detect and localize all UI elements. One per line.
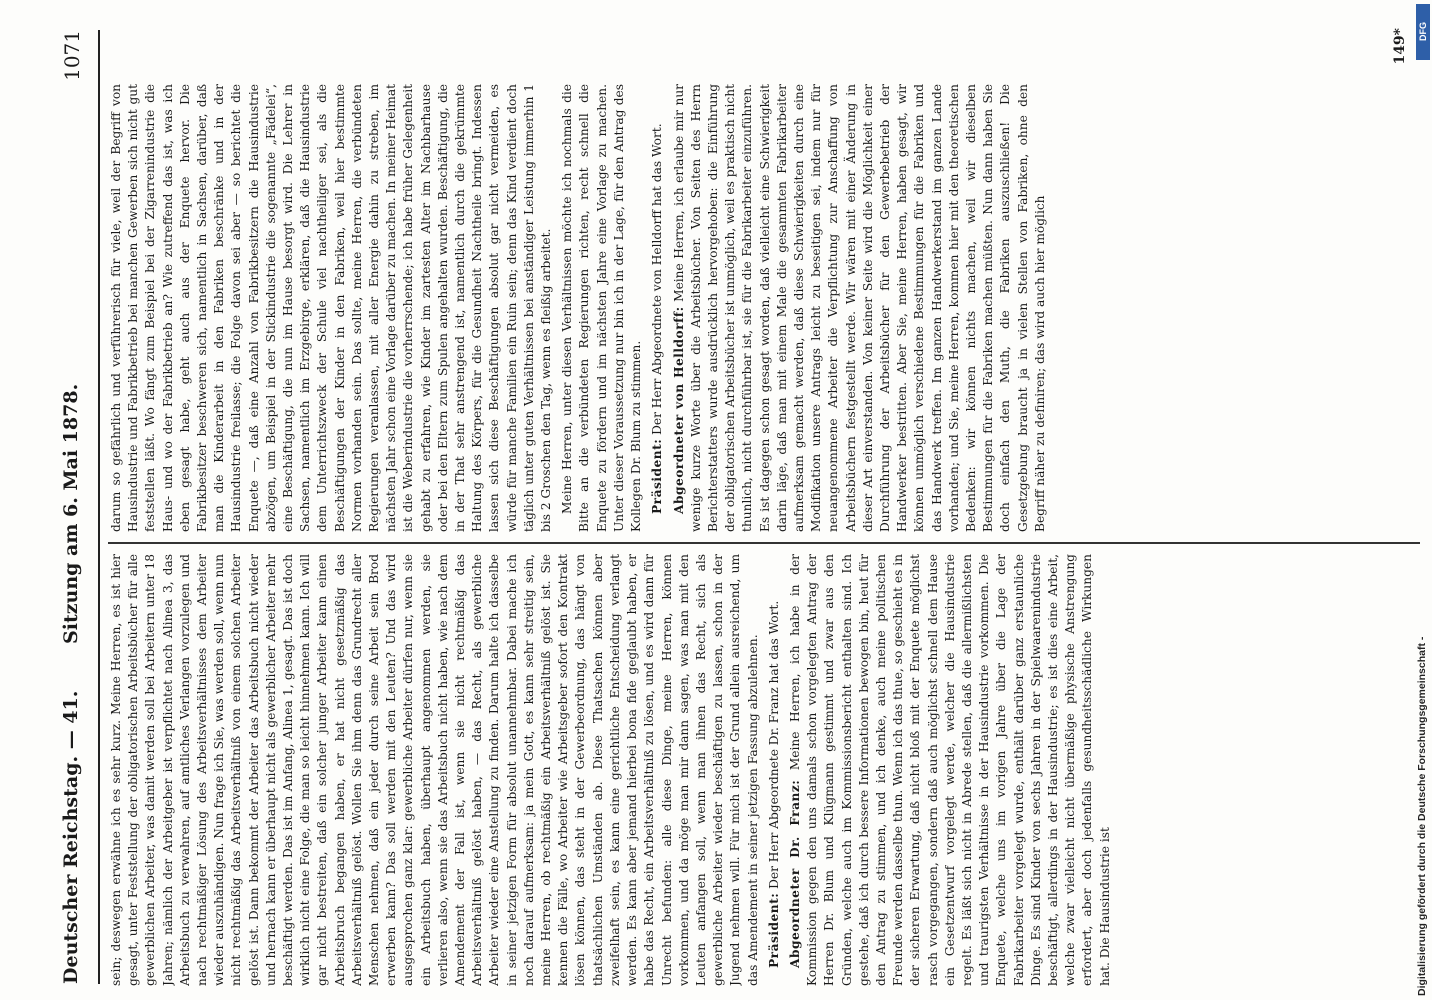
header-session-date: Sitzung am 6. Mai 1878.	[60, 383, 82, 644]
right-paragraph-president	[649, 84, 666, 532]
header-publication: Deutscher Reichstag. — 41.	[60, 690, 82, 984]
left-paragraph-president	[766, 554, 783, 986]
header-page-number: 1071	[60, 30, 84, 81]
digitization-sidebar	[1414, 0, 1432, 1000]
speaker-label-president-right: Präsident:	[650, 438, 665, 514]
right-column	[108, 84, 1420, 532]
signature-mark: 149*	[1392, 28, 1408, 65]
left-paragraph-3-text: Meine Herren, ich habe in der Kommission gegen den uns damals schon vorgelegten Antrag der Herren Dr. Blum und Klügmann gestimmt und zwar aus den Gründen, welche auch im Kommissionsbericht enthalten sind. Ich gestehe, daß ich durch bessere Informationen bewogen bin, heut für den Antrag zu stimmen, und ich denke, auch meine politischen Freunde werden dasselbe thun. Wenn ich das thue, so geschieht es in der sicheren Erwartung, daß nicht bloß mit der Enquete möglichst rasch vorgegangen, sondern daß auch möglichst schnell dem Hause ein Gesetzentwurf vorgelegt werde, welcher die Hausindustrie regelt. Es läßt sich nicht in Abrede stellen, daß die allermißlichsten und traurigsten Verhältnisse in der Hausindustrie vorkommen. Die Enquete, welche uns im vorigen Jahre über die Lage der Fabrikarbeiter vorgelegt wurde, enthält darüber ganz erstaunliche Dinge. Es sind Kinder von sechs Jahren in der Spielwaarenindustrie beschäftigt, allerdings in der Hausindustrie; es ist dies eine Arbeit, welche zwar vielleicht nicht übermäßige physische Anstrengung erfordert, aber doch jedenfalls gesundheitsschädliche Wirkungen hat. Die Hausindustrie ist	[787, 554, 1112, 986]
speaker-label-president: Präsident:	[766, 892, 781, 968]
speaker-label-helldorff: Abgeordneter von Helldorff:	[671, 306, 686, 514]
left-paragraph-franz	[787, 554, 1114, 986]
header-rule	[98, 30, 100, 984]
left-paragraph-1: sein; deswegen erwähne ich es sehr kurz. Meine Herren, es ist hier gesagt, unter Feststellung der obligatorischen Arbeitsbücher für alle gewerblichen Arbeiter, was damit werden soll bei Arbeitern unter 18 Jahren; nämlich der Arbeitgeber ist verpflichtet nach Alinea 3, das Arbeitsbuch zu verwahren, auf amtliches Verlangen vorzulegen und nach rechtmäßiger Lösung des Arbeitsverhältnisses dem Arbeiter wieder auszuhändigen. Nun frage ich Sie, was werden soll, wenn nun nicht rechtmäßig das Arbeitsverhältniß von einem solchen Arbeiter gelöst ist. Dann bekommt der Arbeiter das Arbeitsbuch nicht wieder und hernach kann er überhaupt nicht als gewerblicher Arbeiter mehr beschäftigt werden. Das ist im Anfang, Alinea 1, gesagt. Das ist doch wirklich nicht eine Folge, die man so leicht hinnehmen kann. Ich will gar nicht bestreiten, daß ein solcher junger Arbeiter kann einen Arbeitsbruch begangen haben, er hat nicht gesetzmäßig das Arbeitsverhältniß gelöst. Wollen Sie ihm denn das Grundrecht aller Menschen nehmen, daß ein jeder durch seine Arbeit sein Brod erwerben kann? Das soll werden mit den Leuten? Und das wird ausgesprochen ganz klar: gewerbliche Arbeiter dürfen nur, wenn sie ein Arbeitsbuch haben, überhaupt angenommen werden, sie verlieren also, wenn sie das Arbeitsbuch nicht haben, wie nach dem Amendement der Fall ist, wenn sie nicht rechtmäßig das Arbeitsverhältniß gelöst haben, — das Recht, als gewerbliche Arbeiter wieder eine Anstellung zu finden. Darum halte ich dasselbe in seiner jetzigen Form für absolut unannehmbar. Dabei mache ich noch darauf aufmerksam: ja mein Gott, es kann sehr streitig sein, meine Herren, ob rechtmäßig ein Arbeitsverhältniß gelöst ist. Sie kennen die Fälle, wo Arbeiter wie Arbeitsgeber sofort den Kontrakt lösen können, das steht in der Gewerbeordnung, das hängt von thatsächlichen Umständen ab. Diese Thatsachen können aber zweifelhaft sein, es kann eine gerichtliche Entscheidung verlangt werden. Es kann aber jemand hierbei bona fide geglaubt haben, er habe das Recht, ein Arbeitsverhältniß zu lösen, und es wird dann für Unrecht befunden: alle diese Dinge, meine Herren, können vorkommen, und da möge man mir dann sagen, was man mit den Leuten anfangen soll, wenn man ihnen das Recht, sich als gewerbliche Arbeiter wieder beschäftigen zu lassen, schon in der Jugend nehmen will. Für mich ist der Grund allein ausreichend, um das Amendement in seiner jetzigen Fassung abzulehnen.	[109, 554, 760, 986]
column-divider	[108, 542, 1420, 544]
right-paragraph-4-text: Meine Herren, ich erlaube mir nur wenige kurze Worte über die Arbeitsbücher. Von Seiten des Herrn Berichterstatters wurde ausdrücklich hervorgehoben: die Einführung der obligatorischen Arbeitsbücher ist unmöglich, weil es praktisch nicht thunlich, nicht durchführbar ist, sie für die Fabrikarbeiter einzuführen. Es ist dagegen schon gesagt worden, daß vielleicht eine Schwierigkeit darin läge, daß man mit einem Male die gesammten Fabrikarbeiter aufmerksam gemacht werden, daß diese Schwierigkeiten durch eine Modifikation unsere Antrags leicht zu beseitigen sei, indem nur für neuangenommene Arbeiter die Verpflichtung zur Anschaffung von Arbeitsbüchern festgestellt werde. Wir wären mit einer Änderung in dieser Art einverstanden. Von keiner Seite wird die Möglichkeit einer Durchführung der Arbeitsbücher für den Gewerbebetrieb der Handwerker bestritten. Aber Sie, meine Herren, haben gesagt, wir können unmöglich verschiedene Bestimmungen für die Fabriken und das Handwerk treffen. Im ganzen Handwerkerstand im ganzen Lande vorhanden; und Sie, meine Herren, kommen hier mit den theoretischen Bedenken: wir können nichts machen, weil wir dieselben Bestimmungen für die Fabriken machen müßten. Nun dann haben Sie doch einfach den Muth, die Fabriken auszuschließen! Die Gesetzgebung braucht ja in vielen Stellen von Fabriken, ohne den Begriff näher zu definiren; das wird auch hier möglich	[671, 84, 1047, 532]
left-column	[108, 554, 1420, 986]
digitization-credit: Digitalisierung gefördert durch die Deutsche Forschungsgemeinschaft -	[1416, 636, 1428, 996]
speaker-label-franz: Abgeordneter Dr. Franz:	[787, 779, 802, 968]
right-paragraph-2: Meine Herren, unter diesen Verhältnissen möchte ich nochmals die Bitte an die verbündeten Regierungen richten, recht schnell die Enquete zu fördern und im nächsten Jahre eine Vorlage zu machen. Unter dieser Voraussetzung nur bin ich in der Lage, für den Antrag des Kollegen Dr. Blum zu stimmen.	[560, 84, 644, 532]
left-paragraph-2-text: Der Herr Abgeordnete Dr. Franz hat das Wort.	[766, 600, 781, 889]
right-paragraph-1: darum so gefährlich und verführerisch für viele, weil der Begriff von Hausindustrie und Fabrikbetrieb bei manchen Gewerben sich nicht gut feststellen läßt. Wo fängt zum Beispiel bei der Zigarrenindustrie die Haus- und wo der Fabrikbetrieb an? Wie zutreffend das ist, was ich eben gesagt habe, geht auch aus der Enquete hervor. Die Fabrikbesitzer beschweren sich, namentlich in Sachsen, darüber, daß man die Kinderarbeit in den Fabriken beschränke und in der Hausindustrie freilasse; die Folge davon sei aber — so berichtet die Enquete —, daß eine Anzahl von Fabrikbesitzern die Hausindustrie abzögen, um Beispiel in der Stickindustrie die sogenannte „Fädelei“, eine Beschäftigung, die nun im Hause besorgt wird. Die Lehrer in Sachsen, namentlich im Erzgebirge, erklären, daß die Hausindustrie dem Unterrichtszweck der Schule viel nachtheiliger sei, als die Beschäftigungen der Kinder in den Fabriken, weil hier bestimmte Normen vorhanden sein. Das sollte, meine Herren, die verbündeten Regierungen veranlassen, mit aller Energie dahin zu streben, im nächsten Jahr schon eine Vorlage darüber zu machen. In meiner Heimat ist die Weberindustrie die vorherrschende; ich habe früher Gelegenheit gehabt zu erfahren, wie Kinder im zartesten Alter im Nachbarhause oder bei den Eltern zum Spulen angehalten wurden. Beschäftigung, die in der That sehr anstrengend ist, namentlich durch die gekrümmte Haltung des Körpers, für die Gesundheit Nachtheile bringt. Indessen lassen sich diese Beschäftigungen absolut gar nicht vermeiden, es würde für manche Familien ein Ruin sein; denn das Kind verdient doch täglich unter guten Verhältnissen bei anständiger Leistung immerhin 1 bis 2 Groschen den Tag, wenn es fleißig arbeitet.	[109, 84, 554, 532]
page-header	[52, 30, 92, 984]
right-paragraph-helldorff	[671, 84, 1049, 532]
dfg-logo-icon: DFG	[1416, 4, 1430, 60]
right-paragraph-3-text: Der Herr Abgeordnete von Helldorff hat das Wort.	[650, 123, 665, 435]
